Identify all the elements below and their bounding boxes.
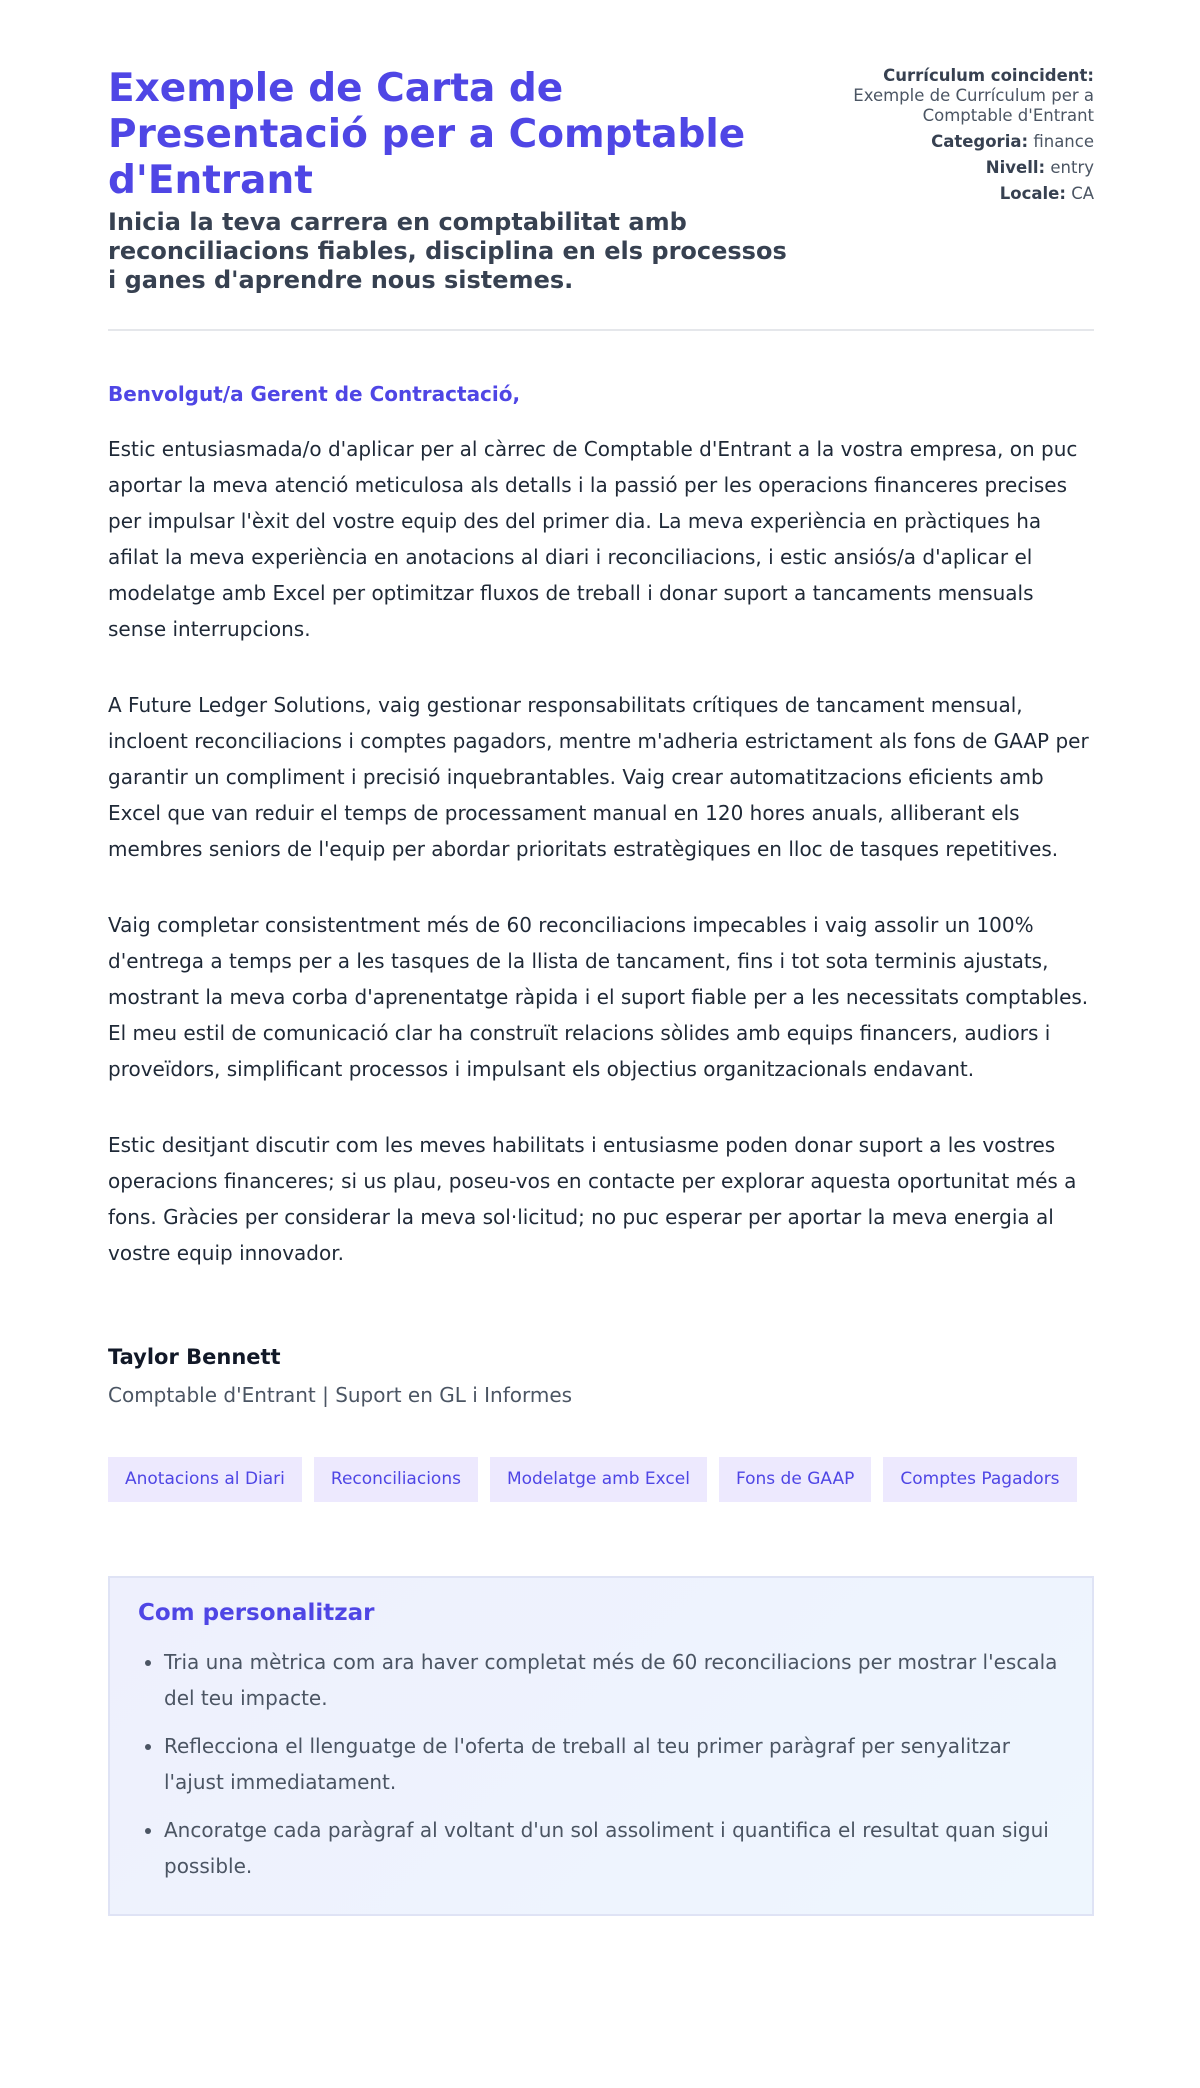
tip-item: • Tria una mètrica com ara haver completat més de 60 reconciliacions per mostrar l'escala del teu impacte.	[164, 1644, 1064, 1716]
letter-paragraph: Vaig completar consistentment més de 60 reconciliacions impecables i vaig assolir un 100% d'entrega a temps per a les tasques de la llista de tancament, fins i tot sota terminis ajustats, mostrant la meva corba d'aprenentatge ràpida i el suport fiable per a les necessitats comptables. El meu estil de comunicació clar ha construït relacions sòlides amb equips financers, audiors i proveïdors, simplificant processos i impulsant els objectius organitzacionals endavant.	[108, 913, 1089, 1081]
meta-locale	[794, 184, 1094, 204]
header	[108, 66, 1094, 295]
meta-category-value: finance	[1033, 132, 1094, 151]
tip-item: • Ancoratge cada paràgraf al voltant d'un sol assoliment i quantifica el resultat quan sigui possible.	[164, 1812, 1064, 1884]
meta-resume-label: Currículum coincident:	[883, 66, 1094, 85]
meta-level-value: entry	[1050, 158, 1094, 177]
skill-tag: Modelatge amb Excel	[490, 1457, 707, 1502]
skill-tag: Comptes Pagadors	[883, 1457, 1076, 1502]
signature-role: Comptable d'Entrant | Suport en GL i Informes	[108, 1383, 573, 1407]
letter-paragraph: A Future Ledger Solutions, vaig gestionar responsabilitats crítiques de tancament mensual, incloent reconciliacions i comptes pagadors, mentre m'adheria estrictament als fons de GAAP per garantir un compliment i precisió inquebrantables. Vaig crear automatitzacions eficients amb Excel que van reduir el temps de processament manual en 120 hores anuals, alliberant els membres seniors de l'equip per abordar prioritats estratègiques en lloc de tasques repetitives.	[108, 693, 1089, 861]
meta-category	[794, 132, 1094, 152]
title-block	[108, 66, 788, 295]
cover-letter-page	[108, 66, 1094, 1916]
skill-tag: Reconciliacions	[314, 1457, 478, 1502]
letter-paragraph: Estic entusiasmada/o d'aplicar per al càrrec de Comptable d'Entrant a la vostra empresa, on puc aportar la meva atenció meticulosa als detalls i la passió per les operacions financeres precises per impulsar l'èxit del vostre equip des del primer dia. La meva experiència en pràctiques ha afilat la meva experiència en anotacions al diari i reconciliacions, i estic ansiós/a d'aplicar el modelatge amb Excel per optimitzar fluxos de treball i donar suport a tancaments mensuals sense interrupcions.	[108, 437, 1078, 641]
meta-resume-value: Exemple de Currículum per a Comptable d'Entrant	[853, 86, 1094, 125]
meta-level-label: Nivell:	[985, 158, 1046, 177]
meta-level	[794, 158, 1094, 178]
skill-tags	[108, 1457, 1094, 1502]
page-subtitle: Inicia la teva carrera en comptabilitat amb reconciliacions fiables, disciplina en els processos i ganes d'aprendre nous sistemes.	[108, 208, 787, 294]
meta-category-label: Categoria:	[931, 132, 1029, 151]
meta-resume	[794, 66, 1094, 86]
meta-panel	[794, 66, 1094, 295]
tip-item: • Reflecciona el llenguatge de l'oferta de treball al teu primer paràgraf per senyalitzar l'ajust immediatament.	[164, 1728, 1064, 1800]
meta-locale-label: Locale:	[999, 184, 1066, 203]
tips-heading: Com personalitzar	[138, 1600, 375, 1626]
letter-paragraph: Estic desitjant discutir com les meves habilitats i entusiasme poden donar suport a les vostres operacions financeres; si us plau, poseu-vos en contacte per explorar aquesta oportunitat més a fons. Gràcies per considerar la meva sol·licitud; no puc esperar per aportar la meva energia al vostre equip innovador.	[108, 1133, 1077, 1265]
skill-tag: Fons de GAAP	[719, 1457, 871, 1502]
meta-locale-value: CA	[1071, 184, 1094, 203]
tips-box	[108, 1576, 1094, 1916]
page-title: Exemple de Carta de Presentació per a Comptable d'Entrant	[108, 66, 746, 203]
skill-tag: Anotacions al Diari	[108, 1457, 302, 1502]
divider	[108, 329, 1094, 331]
tips-list	[138, 1644, 1064, 1884]
salutation: Benvolgut/a Gerent de Contractació,	[108, 382, 521, 406]
signature-name: Taylor Bennett	[108, 1345, 281, 1369]
